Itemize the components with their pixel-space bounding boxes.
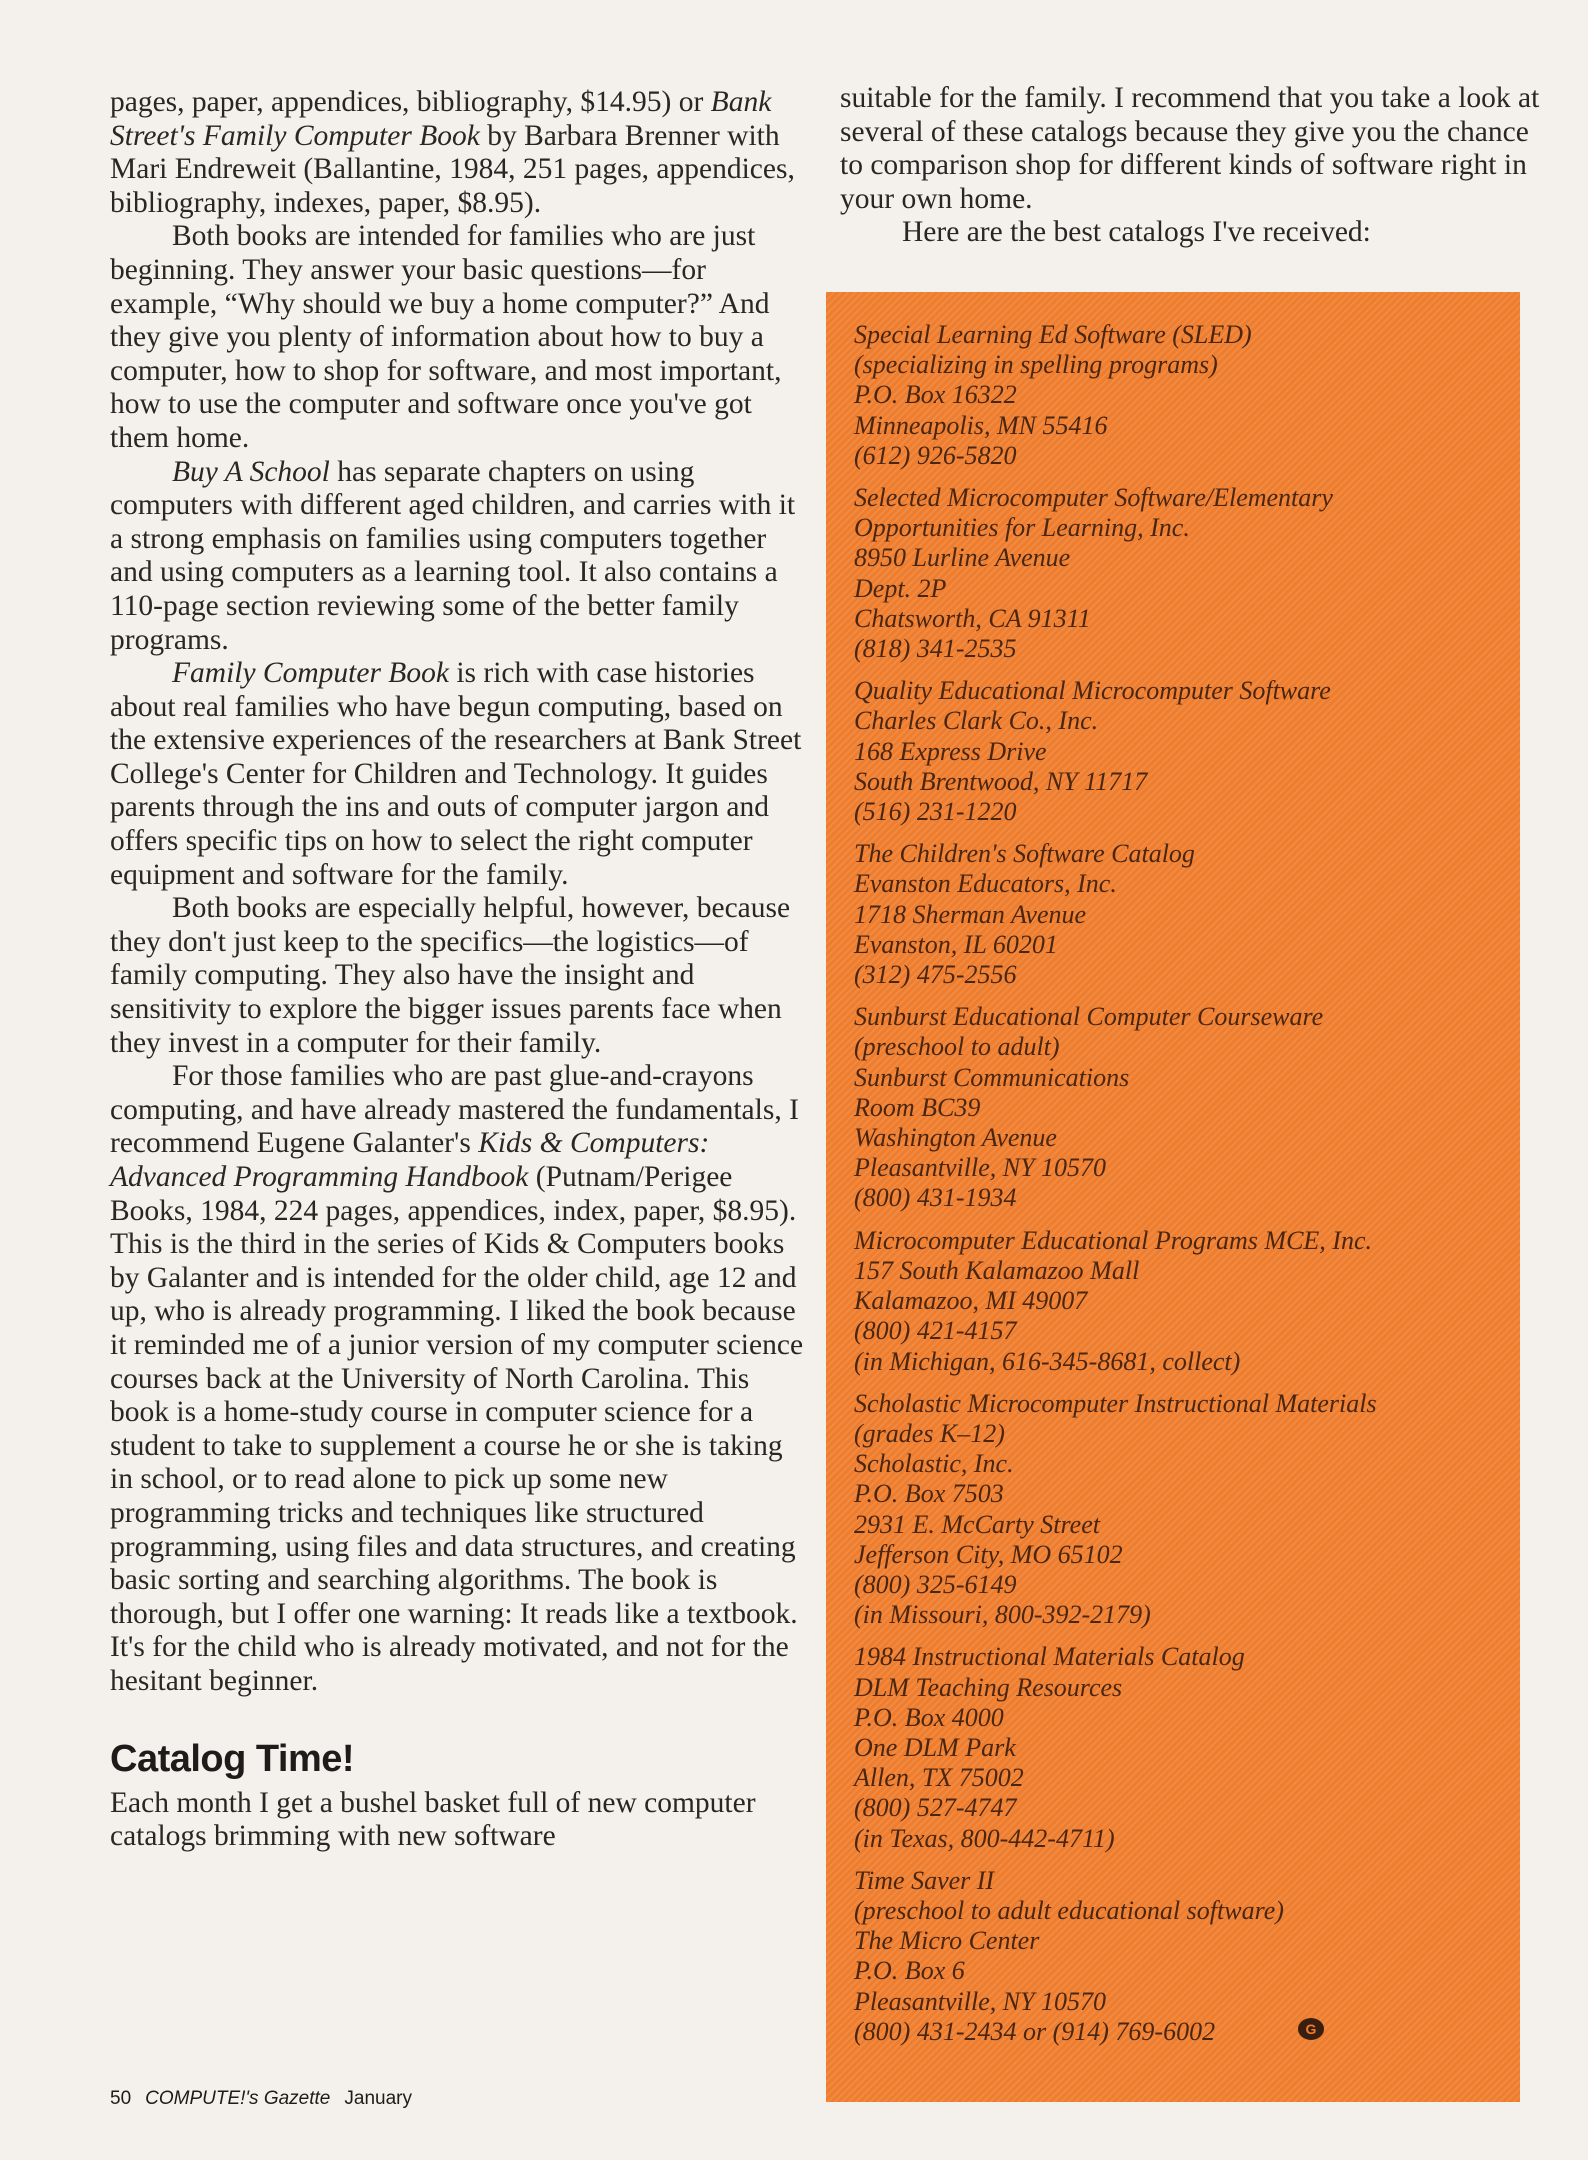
catalog-line: (800) 431-2434 or (914) 769-6002 [854, 2016, 1216, 2046]
catalog-line: 168 Express Drive [854, 736, 1047, 766]
paragraph-4: Family Computer Book is rich with case histories about real families who have begun computing, based on the extensive experiences of the researchers at Bank Street College's Center for Children and Technology. It guides parents through the ins and outs of computer jargon and offers specific tips on how to select the right computer equipment and software for the family. [110, 657, 802, 891]
catalog-line: (800) 421-4157 [854, 1316, 1017, 1346]
paragraph-6: For those families who are past glue-and-crayons computing, and have already mastered the fundamentals, I recommend Eugene Galanter's Kids & Computers: Advanced Programming Handbook (Putnam/Perigee Books, 1984, 224 pages, appendices, index, paper, $8.95). This is the third in the series of Kids & Computers books by Galanter and is intended for the older child, age 12 and up, who is already programming. I liked the book because it reminded me of a junior version of my computer science courses back at the University of North Carolina. This book is a home-study course in computer science for a student to take to supplement a course he or she is taking in school, or to read alone to pick up some new programming tricks and techniques like structured programming, using files and data structures, and creating basic sorting and searching algorithms. The book is thorough, but I offer one warning: It reads like a textbook. It's for the child who is already motivated, and not for the hesitant beginner. [110, 1060, 804, 1697]
catalog-line: Chatsworth, CA 91311 [854, 603, 1091, 633]
catalog-title: Selected Microcomputer Software/Elementary [854, 483, 1333, 513]
paragraph-7: Each month I get a bushel basket full of new computer catalogs brimming with new software [110, 1786, 756, 1853]
catalog-line: Kalamazoo, MI 49007 [854, 1286, 1088, 1316]
end-mark-icon: G [1298, 2018, 1324, 2040]
catalog-line: Minneapolis, MN 55416 [854, 410, 1108, 440]
catalog-entry [854, 1002, 1500, 1213]
catalog-title: Time Saver II [854, 1865, 995, 1895]
catalog-line: P.O. Box 4000 [854, 1702, 1004, 1732]
catalog-list-box [826, 292, 1520, 2102]
catalog-line: (grades K–12) [854, 1418, 1005, 1448]
catalog-line: Room BC39 [854, 1092, 981, 1122]
book-title: Buy A School [172, 455, 330, 488]
catalog-line: (516) 231-1220 [854, 797, 1017, 827]
catalog-line: P.O. Box 6 [854, 1956, 965, 1986]
catalog-line: Sunburst Communications [854, 1062, 1130, 1092]
right-paragraph-1: suitable for the family. I recommend that you take a look at several of these catalogs because they give you the chance to comparison shop for different kinds of software right in your own home. [840, 82, 1540, 215]
catalog-line: P.O. Box 7503 [854, 1479, 1004, 1509]
left-column [110, 86, 810, 1854]
catalog-line: Charles Clark Co., Inc. [854, 706, 1099, 736]
catalog-line: (in Missouri, 800-392-2179) [854, 1600, 1151, 1630]
catalog-title: Scholastic Microcomputer Instructional Materials [854, 1388, 1377, 1418]
catalog-line: (612) 926-5820 [854, 440, 1017, 470]
section-heading: Catalog Time! [110, 1737, 355, 1780]
catalog-line: 2931 E. McCarty Street [854, 1509, 1100, 1539]
catalog-line: South Brentwood, NY 11717 [854, 766, 1148, 796]
catalog-title: 1984 Instructional Materials Catalog [854, 1642, 1245, 1672]
magazine-name: COMPUTE!'s Gazette [145, 2088, 331, 2109]
catalog-entry [854, 1389, 1500, 1631]
catalog-line: 157 South Kalamazoo Mall [854, 1255, 1140, 1285]
catalog-line: (preschool to adult educational software) [854, 1895, 1284, 1925]
paragraph-1: pages, paper, appendices, bibliography, $14.95) or Bank Street's Family Computer Book by Barbara Brenner with Mari Endreweit (Ballantine, 1984, 251 pages, appendices, bibliography, indexes, paper, $8.95). [110, 86, 795, 219]
catalog-line: (818) 341-2535 [854, 634, 1017, 664]
catalog-line: Evanston Educators, Inc. [854, 869, 1117, 899]
book-title: Family Computer Book [172, 657, 449, 690]
book-title: Kids & Computers: Advanced Programming Handbook [110, 1127, 710, 1193]
catalog-line: (312) 475-2556 [854, 960, 1017, 990]
paragraph-5: Both books are especially helpful, however, because they don't just keep to the specifics—the logistics—of family computing. They also have the insight and sensitivity to explore the bigger issues parents face when they invest in a computer for their family. [110, 892, 791, 1059]
catalog-entry [854, 320, 1500, 471]
catalog-line: (800) 527-4747 [854, 1793, 1017, 1823]
issue-month: January [344, 2088, 412, 2109]
paragraph-2: Both books are intended for families who are just beginning. They answer your basic questions—for example, “Why should we buy a home computer?” And they give you plenty of information about how to buy a computer, how to shop for software, and most important, how to use the computer and software once you've got them home. [110, 220, 782, 454]
catalog-entry [854, 676, 1500, 827]
right-column [840, 82, 1540, 250]
catalog-entry [854, 839, 1500, 990]
catalog-line: Jefferson City, MO 65102 [854, 1539, 1123, 1569]
catalog-entry [854, 1866, 1500, 2047]
catalog-line: (specializing in spelling programs) [854, 350, 1218, 380]
catalog-title: Microcomputer Educational Programs MCE, Inc. [854, 1225, 1372, 1255]
catalog-line: DLM Teaching Resources [854, 1672, 1123, 1702]
catalog-line: Washington Avenue [854, 1123, 1057, 1153]
catalog-line: The Micro Center [854, 1926, 1040, 1956]
catalog-line: One DLM Park [854, 1732, 1016, 1762]
catalog-entry [854, 1226, 1500, 1377]
catalog-line: Pleasantville, NY 10570 [854, 1986, 1107, 2016]
right-paragraph-2: Here are the best catalogs I've received: [902, 216, 1371, 249]
catalog-line: (800) 325-6149 [854, 1569, 1017, 1599]
catalog-entry [854, 1642, 1500, 1853]
catalog-line: Opportunities for Learning, Inc. [854, 513, 1190, 543]
catalog-title: Special Learning Ed Software (SLED) [854, 320, 1252, 349]
page-number: 50 [110, 2088, 132, 2109]
catalog-line: (800) 431-1934 [854, 1183, 1017, 1213]
catalog-title: Sunburst Educational Computer Courseware [854, 1002, 1324, 1032]
catalog-line: P.O. Box 16322 [854, 380, 1017, 410]
catalog-line: (in Michigan, 616-345-8681, collect) [854, 1346, 1241, 1376]
catalog-line: Pleasantville, NY 10570 [854, 1153, 1107, 1183]
catalog-title: Quality Educational Microcomputer Software [854, 676, 1331, 706]
book-title: Bank Street's Family Computer Book [110, 86, 772, 152]
catalog-line: Allen, TX 75002 [854, 1763, 1024, 1793]
catalog-title: The Children's Software Catalog [854, 839, 1195, 869]
catalog-line: 8950 Lurline Avenue [854, 543, 1071, 573]
catalog-line: (preschool to adult) [854, 1032, 1060, 1062]
catalog-entry [854, 483, 1500, 664]
paragraph-3: Buy A School has separate chapters on using computers with different aged children, and carries with it a strong emphasis on families using computers together and using computers as a learning tool. It also contains a 110-page section reviewing some of the better family programs. [110, 455, 796, 656]
catalog-line: Dept. 2P [854, 573, 947, 603]
page-footer [110, 2088, 412, 2110]
catalog-line: (in Texas, 800-442-4711) [854, 1823, 1115, 1853]
catalog-line: Scholastic, Inc. [854, 1449, 1014, 1479]
catalog-line: Evanston, IL 60201 [854, 929, 1058, 959]
catalog-line: 1718 Sherman Avenue [854, 899, 1087, 929]
